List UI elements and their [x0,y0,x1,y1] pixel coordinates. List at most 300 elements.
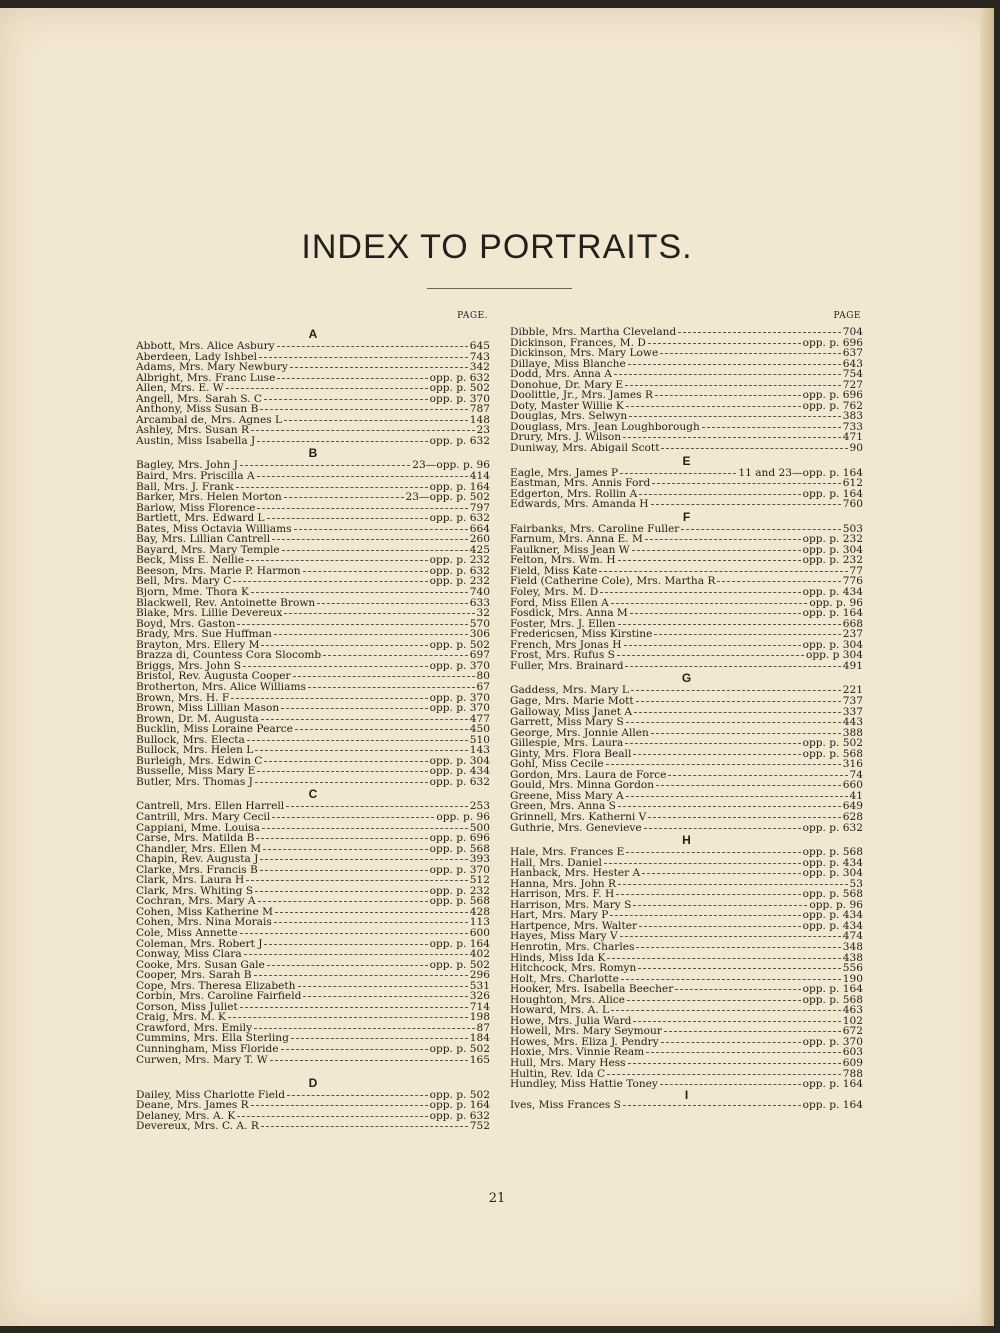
dot-leader [264,944,427,945]
section-letter: F [682,509,691,524]
entry-page: opp. p. 632 [429,1109,490,1122]
index-entry [136,1055,490,1066]
entry-page: 148 [469,413,490,426]
dot-leader [660,353,841,354]
entry-name: Conway, Miss Clara [136,948,242,961]
dot-leader [607,958,840,959]
dot-leader [625,385,841,386]
entry-page: opp. p. 568 [802,888,863,901]
entry-page: 637 [842,347,863,360]
entry-page: 668 [842,617,863,630]
entry-name: Dodd, Mrs. Anna A [510,368,612,381]
title-rule [427,288,572,289]
entry-page: 253 [469,800,490,813]
entry-name: Brown, Miss Lillian Mason [136,702,280,715]
index-entry [510,443,863,454]
entry-name: Ford, Miss Ellen A [510,596,609,609]
entry-name: Dickinson, Frances, M. D [510,336,646,349]
dot-leader [267,518,428,519]
dot-leader [617,655,804,656]
entry-name: Howell, Mrs. Mary Seymour [510,1025,662,1038]
dot-leader [618,884,848,885]
dot-leader [668,775,847,776]
dot-leader [287,1095,428,1096]
dot-leader [661,448,847,449]
index-entry [136,928,490,939]
entry-page: 383 [842,410,863,423]
dot-leader [646,1052,841,1053]
entry-page: 306 [469,628,490,641]
entry-page: 760 [842,498,863,511]
entry-page: opp. p. 434 [802,909,863,922]
index-entry [510,942,863,953]
entry-name: Austin, Miss Isabella J [136,434,256,447]
dot-leader [633,754,800,755]
entry-page: 90 [849,442,863,455]
entry-page: 603 [842,1046,863,1059]
entry-name: Cohen, Mrs. Nina Morais [136,916,272,929]
entry-page: 787 [469,403,490,416]
entry-name: Howes, Mrs. Eliza J. Pendry [510,1035,659,1048]
entry-name: Abbott, Mrs. Alice Asbury [136,340,275,352]
dot-leader [625,743,800,744]
entry-name: Greene, Miss Mary A [510,789,624,802]
dot-leader [264,399,428,400]
entry-page: 67 [476,680,490,693]
entry-page: opp. p. 434 [802,856,863,869]
entry-name: Angell, Mrs. Sarah S. C [136,392,262,405]
entry-page: 500 [469,821,490,834]
dot-leader [644,828,801,829]
entry-name: Brayton, Mrs. Ellery M [136,638,260,651]
entry-name: Field, Miss Kate [510,564,598,577]
entry-page: 609 [842,1057,863,1069]
entry-name: Edwards, Mrs. Amanda H [510,498,649,511]
entry-name: Eastman, Mrs. Annis Ford [510,477,651,490]
entry-page: opp. p. 632 [429,775,490,788]
entry-name: Cohen, Miss Katherine M [136,905,273,918]
index-entry [136,812,490,823]
entry-page: 672 [842,1025,863,1038]
dot-leader [610,915,800,916]
dot-leader [226,388,428,389]
entry-name: Doolittle, Jr., Mrs. James R [510,389,653,402]
entry-page: 714 [469,1000,490,1013]
dot-leader [251,1105,428,1106]
entry-name: Hultin, Rev. Ida C [510,1067,606,1080]
entry-page: opp. p. 568 [429,842,490,855]
dot-leader [614,374,841,375]
entry-page: opp. p. 696 [802,336,863,349]
dot-leader [260,859,467,860]
index-entry [510,696,863,707]
entry-page: opp. p. 632 [802,821,863,834]
dot-leader [648,343,801,344]
entry-name: Edgerton, Mrs. Rollin A [510,487,638,500]
dot-leader [661,1042,801,1043]
entry-name: Crawford, Mrs. Emily [136,1021,253,1034]
entry-name: Hanna, Mrs. John R [510,877,616,890]
section-letter: E [682,453,691,468]
entry-page: 556 [842,962,863,975]
entry-page: 645 [469,340,490,352]
dot-leader [702,427,841,428]
entry-page: opp. p. 304 [802,543,863,556]
entry-name: Bullock, Mrs. Helen L [136,744,254,757]
dot-leader [323,655,468,656]
entry-name: Cooper, Mrs. Sarah B [136,969,252,982]
index-column-right [510,310,863,1110]
entry-page: opp. p. 164 [802,983,863,996]
dot-leader [651,504,841,505]
dot-leader [240,1007,468,1008]
entry-page: 165 [469,1053,490,1066]
entry-page: opp. p. 232 [429,554,490,567]
entry-page: 570 [469,617,490,630]
dot-leader [298,986,468,987]
dot-leader [255,891,427,892]
index-entry [510,1058,863,1069]
entry-name: Felton, Mrs. Wm. H [510,554,616,567]
entry-page: opp. p. 232 [429,884,490,897]
entry-page: opp. p. 232 [429,575,490,588]
entry-name: Hoxie, Mrs. Vinnie Ream [510,1046,645,1059]
dot-leader [284,420,468,421]
dot-leader [251,430,475,431]
entry-name: Grinnell, Mrs. Katherni V [510,810,647,823]
dot-leader [625,666,840,667]
entry-name: Ives, Miss Frances S [510,1098,621,1111]
entry-page: 190 [842,972,863,985]
entry-name: Donohue, Dr. Mary E [510,378,624,391]
entry-name: Hanback, Mrs. Hester A [510,867,641,880]
entry-page: opp. p. 568 [429,895,490,908]
entry-page: 113 [469,916,490,929]
entry-name: Beck, Miss E. Nellie [136,554,245,567]
entry-name: Gaddess, Mrs. Mary L [510,684,629,697]
entry-name: Ashley, Mrs. Susan R [136,424,249,437]
entry-name: Blackwell, Rev. Antoinette Brown [136,596,316,609]
entry-page: 740 [469,586,490,599]
entry-page: 402 [469,948,490,961]
entry-page: 414 [469,470,490,483]
entry-name: Green, Mrs. Anna S [510,800,616,813]
entry-name: Corson, Miss Juliet [136,1000,238,1013]
page-number: 21 [488,1191,506,1206]
entry-page: opp. p. 370 [802,1035,863,1048]
dot-leader [274,922,468,923]
entry-name: Guthrie, Mrs. Genevieve [510,821,642,834]
section-letter: A [308,327,318,341]
entry-name: Ball, Mrs. J. Frank [136,480,234,493]
section-letter: D [308,1075,318,1090]
entry-page: opp. p. 502 [429,958,490,971]
entry-name: Dickinson, Mrs. Mary Lowe [510,347,659,360]
entry-name: Gillespie, Mrs. Laura [510,737,624,750]
entry-page: 260 [469,533,490,546]
entry-name: Cole, Miss Annette [136,926,238,939]
entry-name: Harrison, Mrs. Mary S [510,898,632,911]
entry-page: 316 [842,758,863,771]
entry-name: Brown, Dr. M. Augusta [136,712,259,725]
dot-leader [636,947,840,948]
dot-leader [623,437,841,438]
entry-name: Briggs, Mrs. John S [136,659,241,672]
entry-name: Beeson, Mrs. Marie P. Harmon [136,564,301,577]
entry-name: Eagle, Mrs. James P [510,466,619,479]
entry-name: Drury, Mrs. J. Wilson [510,431,622,444]
entry-name: Hayes, Miss Mary V [510,930,618,943]
entry-name: Doty, Master Willie K [510,399,624,412]
dot-leader [246,560,428,561]
dot-leader [274,634,468,635]
page-title: INDEX TO PORTRAITS. [301,228,693,266]
entry-name: Gage, Mrs. Marie Mott [510,694,634,707]
index-entry [510,823,863,834]
entry-page: 471 [842,431,863,444]
dot-leader [681,529,840,530]
dot-leader [260,870,428,871]
entry-name: Gohl, Miss Cecile [510,758,604,771]
entry-name: Bell, Mrs. Mary C [136,575,232,588]
entry-page: opp. p. 370 [429,702,490,715]
dot-leader [257,771,427,772]
index-entry [136,471,490,482]
dot-leader [284,497,404,498]
entry-page: opp. p. 434 [429,765,490,778]
entry-name: Albright, Mrs. Franc Luse [136,371,276,384]
entry-name: Curwen, Mrs. Mary T. W [136,1053,268,1066]
entry-page: opp. p. 502 [429,638,490,651]
entry-name: Harrison, Mrs. F. H [510,888,615,901]
entry-name: Fosdick, Mrs. Anna M [510,607,628,620]
index-entry [510,327,863,338]
entry-name: Bucklin, Miss Loraine Pearce [136,723,293,736]
entry-page: 184 [469,1032,490,1045]
entry-name: Aberdeen, Lady Ishbel [136,350,258,363]
entry-name: Arcambal de, Mrs. Agnes L [136,413,283,426]
entry-name: Foster, Mrs. J. Ellen [510,617,616,630]
dot-leader [244,954,468,955]
entry-name: Houghton, Mrs. Alice [510,993,625,1006]
dot-leader [267,965,428,966]
dot-leader [618,806,841,807]
entry-page: 393 [469,853,490,866]
entry-page: 41 [849,789,863,802]
entry-name: Barlow, Miss Florence [136,501,256,514]
entry-page: opp. p. 696 [802,389,863,402]
dot-leader [277,346,468,347]
entry-name: Bristol, Rev. Augusta Cooper [136,670,291,683]
dot-leader [258,901,428,902]
dot-leader [237,1116,427,1117]
entry-page: opp. p. 96 [809,898,863,911]
dot-leader [626,796,848,797]
entry-page: opp. p. 502 [802,737,863,750]
entry-name: Hooker, Mrs. Isabella Beecher [510,983,674,996]
entry-page: opp. p 304 [805,649,863,662]
index-entry [136,682,490,693]
entry-name: Busselle, Miss Mary E [136,765,256,778]
entry-name: Gould, Mrs. Minna Gordon [510,779,655,792]
dot-leader [275,912,468,913]
entry-name: Dillaye, Miss Blanche [510,357,626,370]
index-entry [136,1121,490,1132]
dot-leader [648,817,840,818]
entry-name: Hartpence, Mrs. Walter [510,919,638,932]
entry-page: 337 [842,705,863,718]
entry-page: opp. p. 502 [429,1088,490,1101]
entry-page: opp. p. 164 [802,1098,863,1111]
entry-name: Brotherton, Mrs. Alice Williams [136,680,306,693]
entry-name: Brown, Mrs. H. F [136,691,230,704]
entry-name: Douglass, Mrs. Jean Loughborough [510,420,700,433]
index-entry [136,1044,490,1055]
dot-leader [624,645,801,646]
entry-name: Clarke, Mrs. Francis B [136,863,258,876]
entry-name: Duniway, Mrs. Abigail Scott [510,442,660,455]
entry-page: opp. p. 370 [429,863,490,876]
index-entry [510,661,863,672]
dot-leader [259,357,468,358]
entry-page: opp. p. 696 [429,832,490,845]
entry-name: Coleman, Mrs. Robert J [136,937,263,950]
dot-leader [633,1021,840,1022]
entry-page: opp. p. 232 [802,554,863,567]
entry-page: 660 [842,779,863,792]
page-column-label: PAGE. [457,311,488,321]
entry-name: Henrotin, Mrs. Charles [510,940,635,953]
page-edge [980,8,994,1326]
dot-leader [629,416,841,417]
entry-name: George, Mrs. Jonnie Allen [510,726,649,739]
entry-page: 438 [842,951,863,964]
entry-page: 23 [476,424,490,437]
entry-name: Hitchcock, Mrs. Romyn [510,962,637,975]
entry-name: Cantrell, Mrs. Ellen Harrell [136,800,285,813]
dot-leader [262,828,468,829]
dot-leader [260,409,467,410]
entry-page: opp. p. 502 [429,382,490,395]
entry-name: Devereux, Mrs. C. A. R [136,1120,259,1133]
dot-leader [263,849,428,850]
dot-leader [281,1049,428,1050]
index-entry [136,341,490,352]
entry-page: 348 [842,940,863,953]
dot-leader [631,690,841,691]
entry-page: opp. p. 632 [429,564,490,577]
entry-page: 612 [842,477,863,490]
entry-name: Barker, Mrs. Helen Morton [136,491,282,504]
dot-leader [261,645,427,646]
entry-page: opp. p. 164 [802,1078,863,1091]
entry-name: Holt, Mrs. Charlotte [510,972,619,985]
dot-leader [651,733,841,734]
dot-leader [633,905,807,906]
entry-name: Howe, Mrs. Julia Ward [510,1014,632,1027]
entry-page: 503 [842,522,863,535]
entry-name: Frost, Mrs. Rufus S [510,649,615,662]
entry-name: Fairbanks, Mrs. Caroline Fuller [510,522,680,535]
dot-leader [611,603,807,604]
entry-name: Cummins, Mrs. Ella Sterling [136,1032,289,1045]
entry-page: 143 [469,744,490,757]
dot-leader [626,722,841,723]
index-column-left [136,310,490,1132]
entry-name: Dibble, Mrs. Martha Cleveland [510,326,677,338]
index-entry [136,703,490,714]
dot-leader [261,719,468,720]
dot-leader [660,1084,801,1085]
section-letter: B [308,446,318,461]
dot-leader [642,873,800,874]
entry-name: Bagley, Mrs. John J [136,459,238,472]
entry-page: opp. p. 762 [802,399,863,412]
entry-name: Cope, Mrs. Theresa Elizabeth [136,979,296,992]
section-letter: I [684,1087,689,1102]
dot-leader [282,550,468,551]
entry-page: 491 [842,659,863,672]
entry-page: 643 [842,357,863,370]
dot-leader [634,712,841,713]
entry-page: 428 [469,905,490,918]
dot-leader [295,729,468,730]
entry-page: 776 [842,575,863,588]
dot-leader [240,465,410,466]
entry-name: Adams, Mrs. Mary Newbury [136,361,288,374]
entry-name: Faulkner, Miss Jean W [510,543,630,556]
dot-leader [255,750,467,751]
dot-leader [675,989,800,990]
entry-name: Hart, Mrs. Mary P [510,909,609,922]
dot-leader [281,708,427,709]
entry-page: opp. p. 568 [802,993,863,1006]
dot-leader [632,550,801,551]
entry-page: opp. p. 568 [802,747,863,760]
dot-leader [656,785,841,786]
entry-page: 664 [469,522,490,535]
dot-leader [606,764,841,765]
dot-leader [257,476,468,477]
entry-page: 649 [842,800,863,813]
entry-page: 198 [469,1011,490,1024]
entry-name: Fredericsen, Miss Kirstine [510,628,653,641]
entry-page: opp. p. 164 [429,937,490,950]
dot-leader [639,494,800,495]
dot-leader [626,406,801,407]
entry-name: Bates, Miss Octavia Williams [136,522,292,535]
entry-page: 510 [469,733,490,746]
dot-leader [604,863,801,864]
dot-leader [636,701,841,702]
entry-page: opp. p. 164 [802,487,863,500]
dot-leader [270,1060,468,1061]
entry-page: 752 [469,1120,490,1133]
section-letter: G [681,671,692,686]
dot-leader [251,592,468,593]
entry-name: Carse, Mrs. Matilda B [136,832,255,845]
entry-page: 697 [469,649,490,662]
dot-leader [303,571,428,572]
entry-name: Boyd, Mrs. Gaston [136,617,236,630]
entry-name: Hale, Mrs. Frances E [510,846,625,859]
dot-leader [628,1063,841,1064]
entry-page: 600 [469,926,490,939]
entry-page: 74 [849,768,863,781]
entry-page: opp. p. 502 [429,1043,490,1055]
dot-leader [678,332,841,333]
dot-leader [599,571,847,572]
